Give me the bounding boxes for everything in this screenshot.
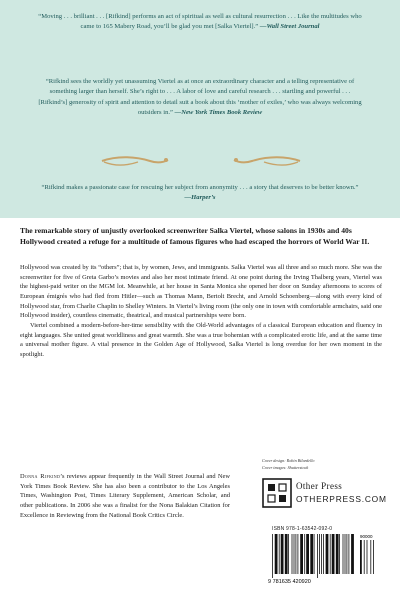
barcode-bar bbox=[349, 534, 350, 574]
barcode-bar bbox=[345, 534, 346, 574]
publisher-name: Other Press bbox=[296, 481, 343, 491]
barcode-addon-bar bbox=[367, 540, 368, 574]
blurb-quote-3-text: “Rifkind makes a passionate case for rescuing her subject from anonymity . . . a story that deserves to be better known.” bbox=[41, 184, 359, 191]
ornament-divider-right-icon bbox=[232, 154, 302, 168]
barcode-bar bbox=[319, 534, 320, 574]
isbn-label: ISBN 978-1-63542-092-0 bbox=[272, 526, 333, 532]
barcode-addon-bar bbox=[370, 540, 371, 574]
blurb-quote-3 bbox=[38, 183, 362, 204]
isbn-barcode-icon bbox=[268, 534, 380, 584]
cover-design-credit: Cover design: Robin Bilardello bbox=[262, 458, 315, 463]
barcode-addon-bar bbox=[360, 540, 362, 574]
barcode-bar bbox=[332, 534, 335, 574]
barcode-bar bbox=[323, 534, 324, 574]
blurb-quote-2 bbox=[38, 77, 362, 119]
barcode-bar bbox=[339, 534, 340, 574]
barcode-bar bbox=[281, 534, 284, 574]
blurb-quote-1-source: —Wall Street Journal bbox=[259, 23, 320, 31]
blurb-quote-3-source: —Harper’s bbox=[184, 194, 216, 202]
barcode-bar bbox=[326, 534, 329, 574]
barcode-bar bbox=[292, 534, 293, 574]
author-name: Donna Rifkind bbox=[20, 473, 61, 480]
description-paragraph-1: Hollywood was created by its “others”; that is, by women, Jews, and immigrants. Salka Viertel was all three and so much more. She was the screenwriter for five of Greta Garbo’s movies and also her most intimate friend. At one point during the Irving Thalberg years, Viertel was the highest-paid writer on the MGM lot. Meanwhile, at her house in Santa Monica she opened her door on Sunday afternoons to scores of European émigrés who had fled from Hitler—such as Thomas Mann, Bertolt Brecht, and Arnold Schoenberg—along with every kind of Hollywood star, from Charlie Chaplin to Shelley Winters. In Viertel’s living room (the only one in town with comfortable armchairs, said one Hollywood insider), countless cinematic, theatrical, and musical partnerships were born. bbox=[20, 264, 382, 320]
author-bio bbox=[20, 472, 230, 521]
barcode-bar bbox=[272, 534, 273, 578]
barcode-bar bbox=[288, 534, 289, 574]
lead-paragraph: The remarkable story of unjustly overlooked screenwriter Salka Viertel, whose salons in 1930s and 40s Hollywood created a refuge for a multitude of famous figures who had escaped the horrors of World War II. bbox=[20, 226, 370, 246]
barcode-addon-bar bbox=[364, 540, 365, 574]
other-press-logo-icon bbox=[262, 478, 292, 508]
barcode-bar bbox=[300, 534, 303, 574]
description bbox=[20, 263, 382, 360]
publisher-url: OTHERPRESS.COM bbox=[296, 494, 387, 504]
barcode-bar bbox=[351, 534, 354, 574]
barcode-digits: 9 781635 420920 bbox=[268, 579, 311, 584]
barcode-bar bbox=[294, 534, 295, 574]
ornament-divider-left-icon bbox=[100, 154, 170, 168]
barcode-bar bbox=[285, 534, 288, 574]
barcode-bar bbox=[343, 534, 344, 574]
blurb-quote-2-text: “Rifkind sees the worldly yet unassuming Viertel as at once an extraordinary character and a telling representative of something larger than herself. She’s right to . . . A labor of love and careful research . . . startling and powerful . . . [Rifkind’s] generosity of spirit and attention to detail suit a book about this ‘mother of exiles,’ who was always welcoming outsiders in.” bbox=[38, 78, 362, 117]
cover-credits bbox=[262, 458, 382, 471]
description-paragraph-2: Viertel combined a modern-before-her-time sensibility with the Old-World advantages of a classical European education and fluency in eight languages. She united great worldliness and great warmth. She was a true bohemian with a complicated erotic life, and at the same time a universal mother figure. A vital presence in the Golden Age of Hollywood, Salka Viertel is long overdue for her own moment in the spotlight. bbox=[20, 321, 382, 358]
barcode-bar bbox=[330, 534, 331, 574]
barcode-bar bbox=[275, 534, 278, 574]
barcode-addon: 90000 bbox=[360, 534, 373, 539]
barcode-bar bbox=[304, 534, 305, 574]
barcode-bar bbox=[336, 534, 339, 574]
barcode-bar bbox=[310, 534, 313, 574]
blurb-quote-2-source: —New York Times Book Review bbox=[174, 109, 263, 117]
barcode-bar bbox=[306, 534, 309, 574]
barcode-bar bbox=[347, 534, 348, 574]
barcode-bar bbox=[317, 534, 318, 578]
barcode-bar bbox=[321, 534, 322, 574]
barcode-bar bbox=[298, 534, 299, 574]
barcode-bar bbox=[314, 534, 315, 574]
blurb-quote-1-text: “Moving . . . brilliant . . . [Rifkind] performs an act of spiritual as well as cultural resurrection . . . Like the multitudes who came to 165 Mabery Road, you’ll be glad you met [Salka Viertel].” bbox=[38, 13, 362, 31]
cover-images-credit: Cover images: Shutterstock bbox=[262, 464, 309, 470]
blurb-quote-1 bbox=[38, 12, 362, 33]
barcode-addon-bar bbox=[373, 540, 374, 574]
barcode-bar bbox=[279, 534, 280, 574]
barcode-bar bbox=[296, 534, 297, 574]
author-bio-text: ’s reviews appear frequently in the Wall Street Journal and New York Times Book Review. She has also been a contributor to the Los Angeles Times, Washington Post, Times Literary Supplement, American Scholar, and other publications. In 2006 she was a finalist for the Nona Balakian Citation for Excellence in Reviewing from the National Book Critics Circle. bbox=[20, 473, 230, 519]
